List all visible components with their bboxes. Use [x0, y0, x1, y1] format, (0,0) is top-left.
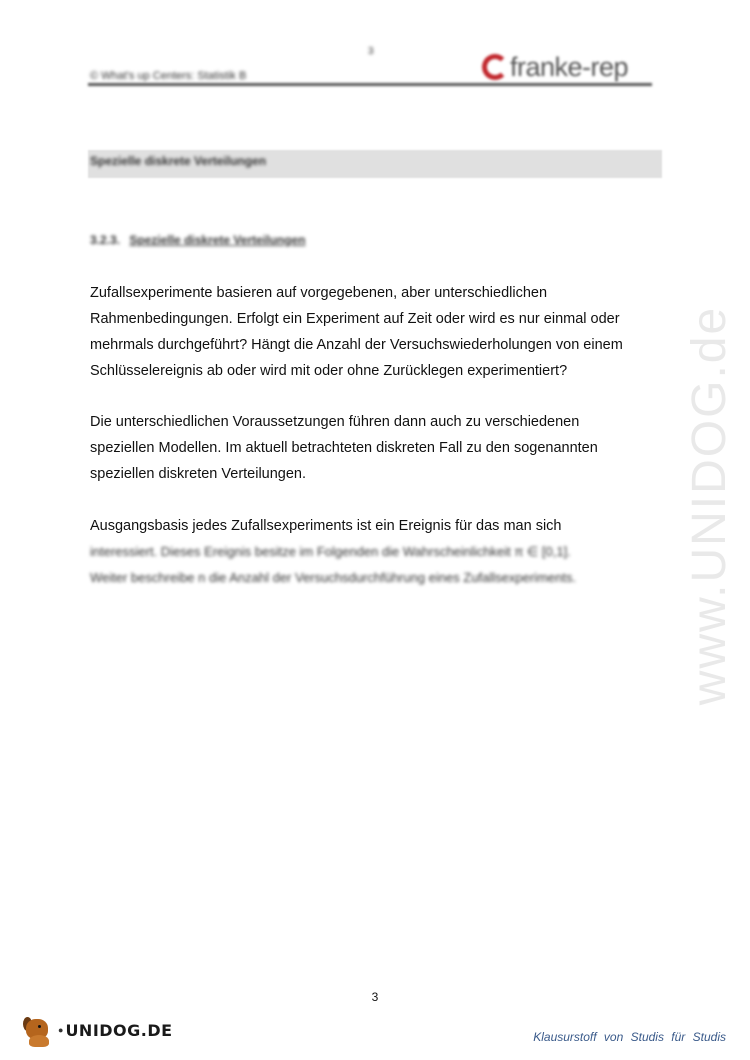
footer-page-number: 3: [371, 990, 379, 1004]
footer-brand: UNIDOG.DE: [65, 1020, 173, 1040]
paragraph-3: [90, 513, 670, 591]
subsection-number: 3.2.3.: [90, 233, 121, 247]
watermark: [650, 280, 750, 730]
paragraph-line: Rahmenbedingungen. Erfolgt ein Experiment auf Zeit oder wird es nur einmal oder: [90, 311, 620, 327]
paragraph-line-blurred: interessiert. Dieses Ereignis besitze im Folgenden die Wahrscheinlichkeit π ∈ [0,1].: [90, 544, 571, 559]
paragraph-line-blurred: Weiter beschreibe n die Anzahl der Versuchsdurchführung eines Zufallsexperiments.: [90, 570, 577, 585]
paragraph-line: Ausgangsbasis jedes Zufallsexperiments ist ein Ereignis für das man sich: [90, 518, 562, 534]
paragraph-line: Schlüsselereignis ab oder wird mit oder ohne Zurücklegen experimentiert?: [90, 363, 568, 379]
paragraph-line: Zufallsexperimente basieren auf vorgegebenen, aber unterschiedlichen: [90, 285, 548, 301]
unidog-logo: [20, 1013, 173, 1047]
header-divider: [88, 83, 652, 86]
subsection-title: Spezielle diskrete Verteilungen: [129, 233, 306, 247]
watermark-text: www.UNIDOG.de: [683, 305, 737, 705]
header-page-number: 3: [368, 46, 374, 57]
logo-text: franke-rep: [510, 51, 629, 82]
paragraph-2: [90, 409, 670, 487]
header-source: © What's up Centers: Statistik B: [90, 70, 247, 82]
franke-rep-logo: [482, 48, 654, 86]
section-title: Spezielle diskrete Verteilungen: [90, 154, 267, 168]
paragraph-1: [90, 280, 670, 384]
dog-icon: [20, 1013, 54, 1047]
paw-icon: ●: [58, 1025, 64, 1035]
franke-rep-logo-icon: [482, 54, 508, 80]
footer-tagline: Klausurstoff von Studis für Studis: [533, 1030, 726, 1044]
paragraph-line: Die unterschiedlichen Voraussetzungen führen dann auch zu verschiedenen: [90, 414, 580, 430]
paragraph-line: speziellen diskreten Verteilungen.: [90, 466, 307, 482]
paragraph-line: speziellen Modellen. Im aktuell betrachteten diskreten Fall zu den sogenannten: [90, 440, 598, 456]
paragraph-line: mehrmals durchgeführt? Hängt die Anzahl der Versuchswiederholungen von einem: [90, 337, 623, 353]
subsection-heading: [90, 233, 305, 247]
